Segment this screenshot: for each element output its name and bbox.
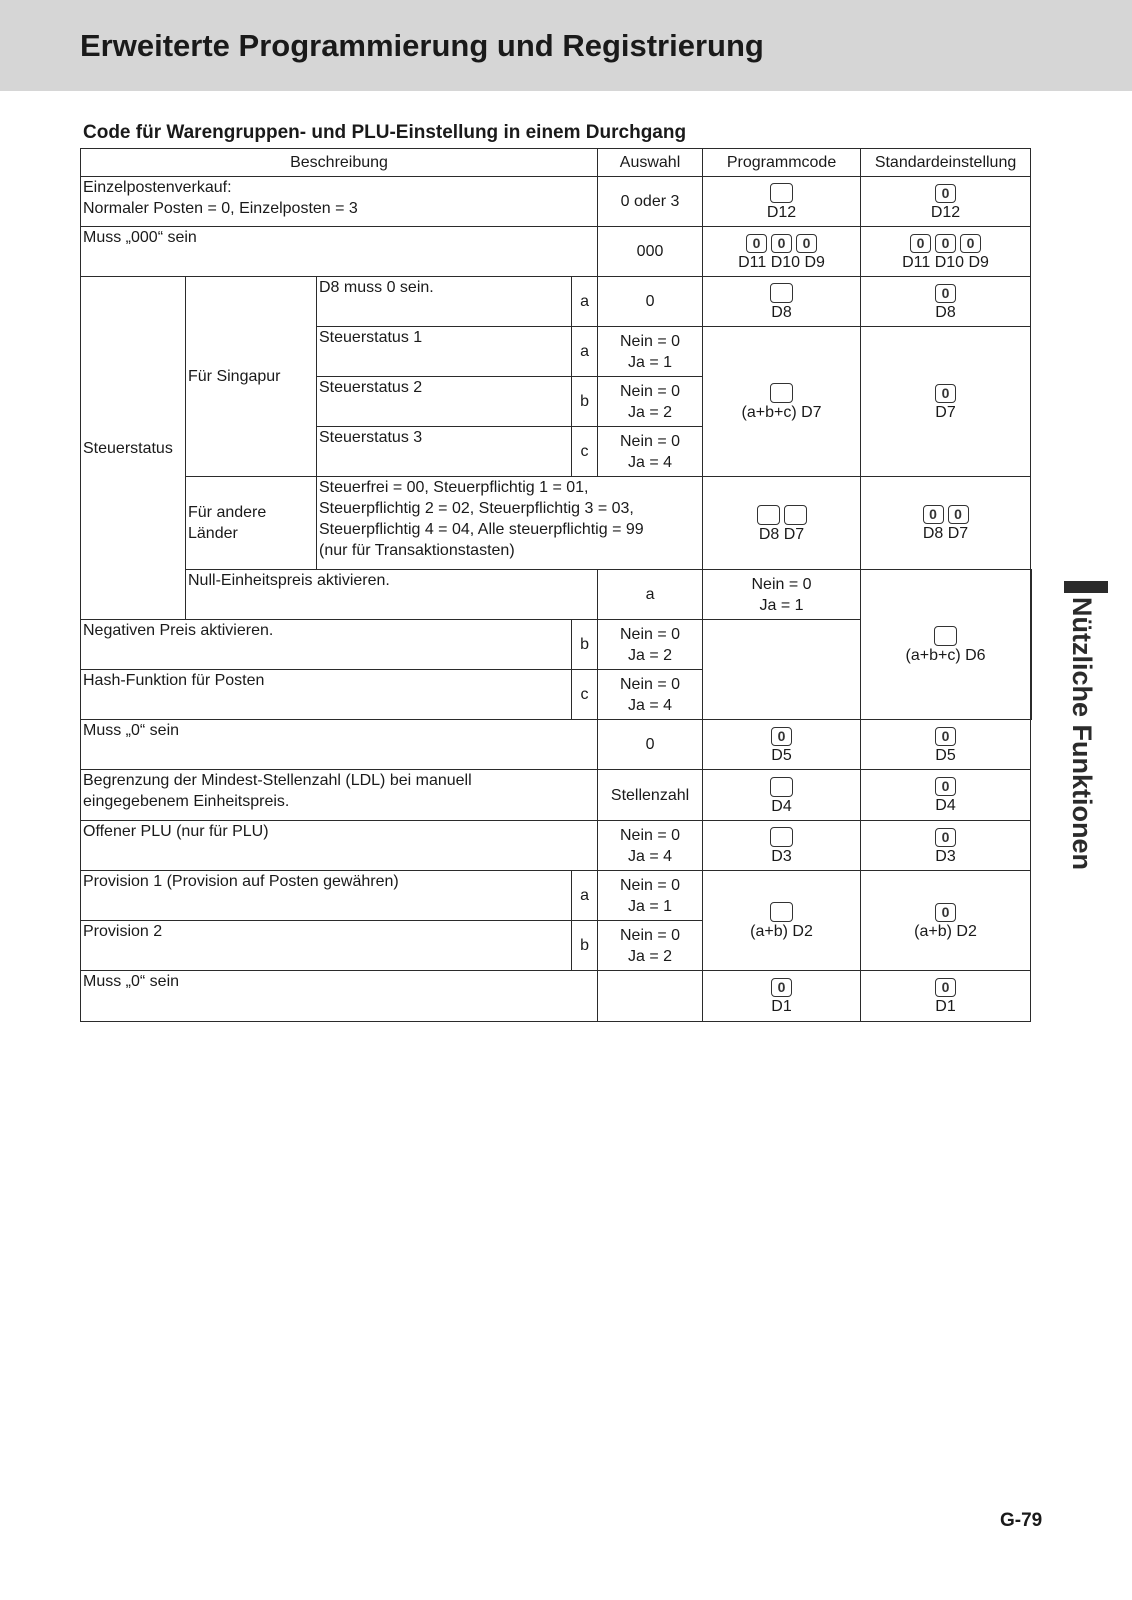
default-setting-cell	[861, 327, 1031, 477]
singapore-label: Für Singapur	[186, 277, 317, 477]
program-code-cell	[703, 277, 861, 327]
digit-label: D7	[935, 403, 956, 421]
program-code-cell	[703, 871, 861, 971]
selection-cell	[598, 921, 703, 971]
table-row	[81, 821, 1032, 871]
selection-line: Nein = 0	[751, 575, 812, 593]
description-line: (nur für Transaktionstasten)	[319, 542, 515, 559]
other-countries-label	[186, 477, 317, 570]
entry-box	[934, 626, 957, 646]
selection-cell	[598, 670, 703, 720]
selection-cell	[598, 971, 703, 1022]
digit-label: D3	[771, 848, 792, 865]
side-tab-bar	[1064, 581, 1108, 593]
description-cell: Steuerstatus 1	[317, 327, 572, 377]
table-row	[81, 570, 1032, 620]
description-line: Begrenzung der Mindest-Stellenzahl (LDL) bei manuell	[83, 772, 472, 789]
digit-label: D8	[771, 304, 792, 321]
selection-cell	[598, 327, 703, 377]
letter-cell: a	[598, 570, 703, 620]
default-setting-cell	[861, 871, 1031, 971]
digit-label: D8 D7	[758, 525, 805, 543]
description-cell: Muss „0“ sein	[81, 720, 598, 770]
selection-line: Ja = 1	[628, 353, 673, 371]
label-line: Länder	[188, 525, 238, 542]
program-code-cell	[703, 770, 861, 821]
default-setting-cell	[861, 227, 1031, 277]
tax-status-label: Steuerstatus	[81, 277, 186, 620]
entry-box	[770, 183, 793, 203]
default-digit-box: 0	[960, 234, 981, 253]
default-digit-box: 0	[935, 828, 956, 847]
default-setting-cell	[861, 770, 1031, 821]
digit-label: D5	[771, 746, 792, 764]
selection-cell	[598, 427, 703, 477]
entry-box	[784, 505, 807, 525]
table-row	[81, 720, 1032, 770]
letter-cell: b	[572, 620, 598, 670]
default-setting-cell	[861, 720, 1031, 770]
selection-line: Nein = 0	[620, 826, 681, 844]
selection-cell	[598, 821, 703, 871]
description-cell: Negativen Preis aktivieren.	[81, 620, 572, 670]
default-digit-box: 0	[935, 384, 956, 403]
selection-cell	[598, 871, 703, 921]
table-row	[81, 477, 1032, 570]
digit-label: D8 D7	[922, 525, 969, 542]
description-line: Steuerpflichtig 4 = 04, Alle steuerpflichtig = 99	[319, 521, 644, 538]
digit-label: (a+b+c) D6	[905, 647, 986, 664]
table-row	[81, 277, 1032, 327]
letter-cell: a	[572, 327, 598, 377]
selection-line: Ja = 2	[628, 403, 673, 421]
entry-box	[770, 383, 793, 403]
description-cell	[81, 177, 598, 227]
digit-label: D12	[930, 203, 961, 221]
entry-box	[770, 902, 793, 922]
default-digit-box: 0	[935, 727, 956, 746]
default-digit-box	[1031, 617, 1032, 636]
header-selection: Auswahl	[598, 149, 703, 177]
selection-cell	[703, 570, 861, 620]
selection-line: Nein = 0	[620, 332, 681, 350]
selection-cell: 0	[598, 720, 703, 770]
digit-label: D8	[935, 303, 956, 321]
default-setting-cell	[861, 277, 1031, 327]
letter-cell: b	[572, 377, 598, 427]
code-digit-box: 0	[771, 234, 792, 253]
selection-line: Ja = 1	[628, 897, 673, 915]
entry-box	[770, 827, 793, 847]
description-cell: D8 muss 0 sein.	[317, 277, 572, 327]
description-line: Steuerfrei = 00, Steuerpflichtig 1 = 01,	[319, 479, 589, 496]
code-digit-box: 0	[771, 727, 792, 746]
description-cell: Muss „000“ sein	[81, 227, 598, 277]
program-code-cell	[703, 821, 861, 871]
selection-line: Nein = 0	[620, 926, 681, 944]
description-cell	[81, 770, 598, 821]
program-code-cell	[703, 227, 861, 277]
selection-line: Nein = 0	[620, 876, 681, 894]
letter-cell: a	[572, 871, 598, 921]
description-cell: Muss „0“ sein	[81, 971, 598, 1022]
selection-cell: 0	[598, 277, 703, 327]
selection-line: Ja = 4	[628, 453, 673, 471]
description-line: Normaler Posten = 0, Einzelposten = 3	[83, 200, 358, 217]
description-cell: Steuerstatus 3	[317, 427, 572, 477]
table-row	[81, 227, 1032, 277]
selection-line: Nein = 0	[620, 382, 681, 400]
label-line: Für andere	[188, 504, 267, 521]
description-cell	[317, 477, 703, 570]
entry-box	[770, 777, 793, 797]
digit-label: D4	[935, 797, 956, 814]
digit-label: (a+b+c) D7	[741, 404, 822, 421]
table-row	[81, 770, 1032, 821]
selection-cell: Stellenzahl	[598, 770, 703, 821]
section-title: Code für Warengruppen- und PLU-Einstellung in einem Durchgang	[83, 122, 687, 143]
digit-label: D11 D10 D9	[902, 253, 989, 271]
selection-line: Ja = 1	[759, 596, 804, 614]
selection-line: Nein = 0	[620, 675, 681, 693]
selection-line: Nein = 0	[620, 432, 681, 450]
program-code-table	[80, 148, 1032, 1022]
default-digit-box: 0	[935, 184, 956, 203]
default-digit-box: 0	[935, 284, 956, 303]
default-digit-box: 0	[935, 978, 956, 997]
code-digit-box: 0	[746, 234, 767, 253]
selection-line: Ja = 4	[628, 696, 673, 714]
digit-label: D1	[935, 998, 956, 1015]
program-code-cell	[703, 477, 861, 570]
digit-label: D5	[935, 746, 956, 764]
table-row	[81, 871, 1032, 921]
default-setting-cell	[861, 971, 1031, 1022]
default-setting-cell	[861, 177, 1031, 227]
selection-cell	[598, 620, 703, 670]
digit-label: (a+b) D2	[914, 922, 977, 940]
digit-label: D3	[935, 847, 956, 865]
default-digit-box: 0	[935, 234, 956, 253]
header-program-code: Programmcode	[703, 149, 861, 177]
digit-label: D11 D10 D9	[738, 253, 825, 271]
table-row	[81, 971, 1032, 1022]
side-tab-label: Nützliche Funktionen	[1067, 597, 1097, 870]
selection-cell: 0 oder 3	[598, 177, 703, 227]
digit-label: D4	[771, 797, 792, 815]
entry-box	[770, 283, 793, 303]
program-code-cell	[703, 177, 861, 227]
program-code-cell	[703, 971, 861, 1022]
table-row	[81, 177, 1032, 227]
letter-cell: a	[572, 277, 598, 327]
code-digit-box: 0	[771, 978, 792, 997]
default-digit-box: 0	[910, 234, 931, 253]
selection-cell	[598, 377, 703, 427]
program-code-cell	[861, 570, 1031, 720]
letter-cell: b	[572, 921, 598, 971]
selection-line: Ja = 2	[628, 646, 673, 664]
default-setting-cell	[861, 821, 1031, 871]
description-cell: Hash-Funktion für Posten	[81, 670, 572, 720]
digit-label: D12	[766, 204, 797, 221]
selection-cell: 000	[598, 227, 703, 277]
program-code-cell	[703, 720, 861, 770]
header-default-setting: Standardeinstellung	[861, 149, 1031, 177]
description-cell: Null-Einheitspreis aktivieren.	[186, 570, 598, 620]
program-code-cell	[703, 327, 861, 477]
default-digit-box: 0	[935, 903, 956, 922]
digit-label: D1	[771, 998, 792, 1015]
description-line: Einzelpostenverkauf:	[83, 179, 232, 196]
letter-cell: c	[572, 670, 598, 720]
page-number: G-79	[1000, 1510, 1043, 1531]
digit-label: (a+b) D2	[750, 923, 813, 940]
description-line: Steuerpflichtig 2 = 02, Steuerpflichtig 3 = 03,	[319, 500, 634, 517]
default-setting-cell	[1031, 570, 1032, 720]
selection-line: Ja = 2	[628, 947, 673, 965]
selection-line: Ja = 4	[628, 847, 673, 865]
code-digit-box: 0	[796, 234, 817, 253]
header-description: Beschreibung	[81, 149, 598, 177]
default-digit-box: 0	[948, 505, 969, 524]
entry-box	[757, 505, 780, 525]
description-cell: Offener PLU (nur für PLU)	[81, 821, 598, 871]
description-cell: Provision 2	[81, 921, 572, 971]
letter-cell: c	[572, 427, 598, 477]
default-setting-cell	[861, 477, 1031, 570]
description-cell: Steuerstatus 2	[317, 377, 572, 427]
description-line: eingegebenem Einheitspreis.	[83, 793, 290, 810]
description-cell: Provision 1 (Provision auf Posten gewähren)	[81, 871, 572, 921]
page-title: Erweiterte Programmierung und Registrierung	[80, 28, 764, 63]
default-digit-box: 0	[935, 777, 956, 796]
selection-line: Nein = 0	[620, 625, 681, 643]
default-digit-box: 0	[923, 505, 944, 524]
